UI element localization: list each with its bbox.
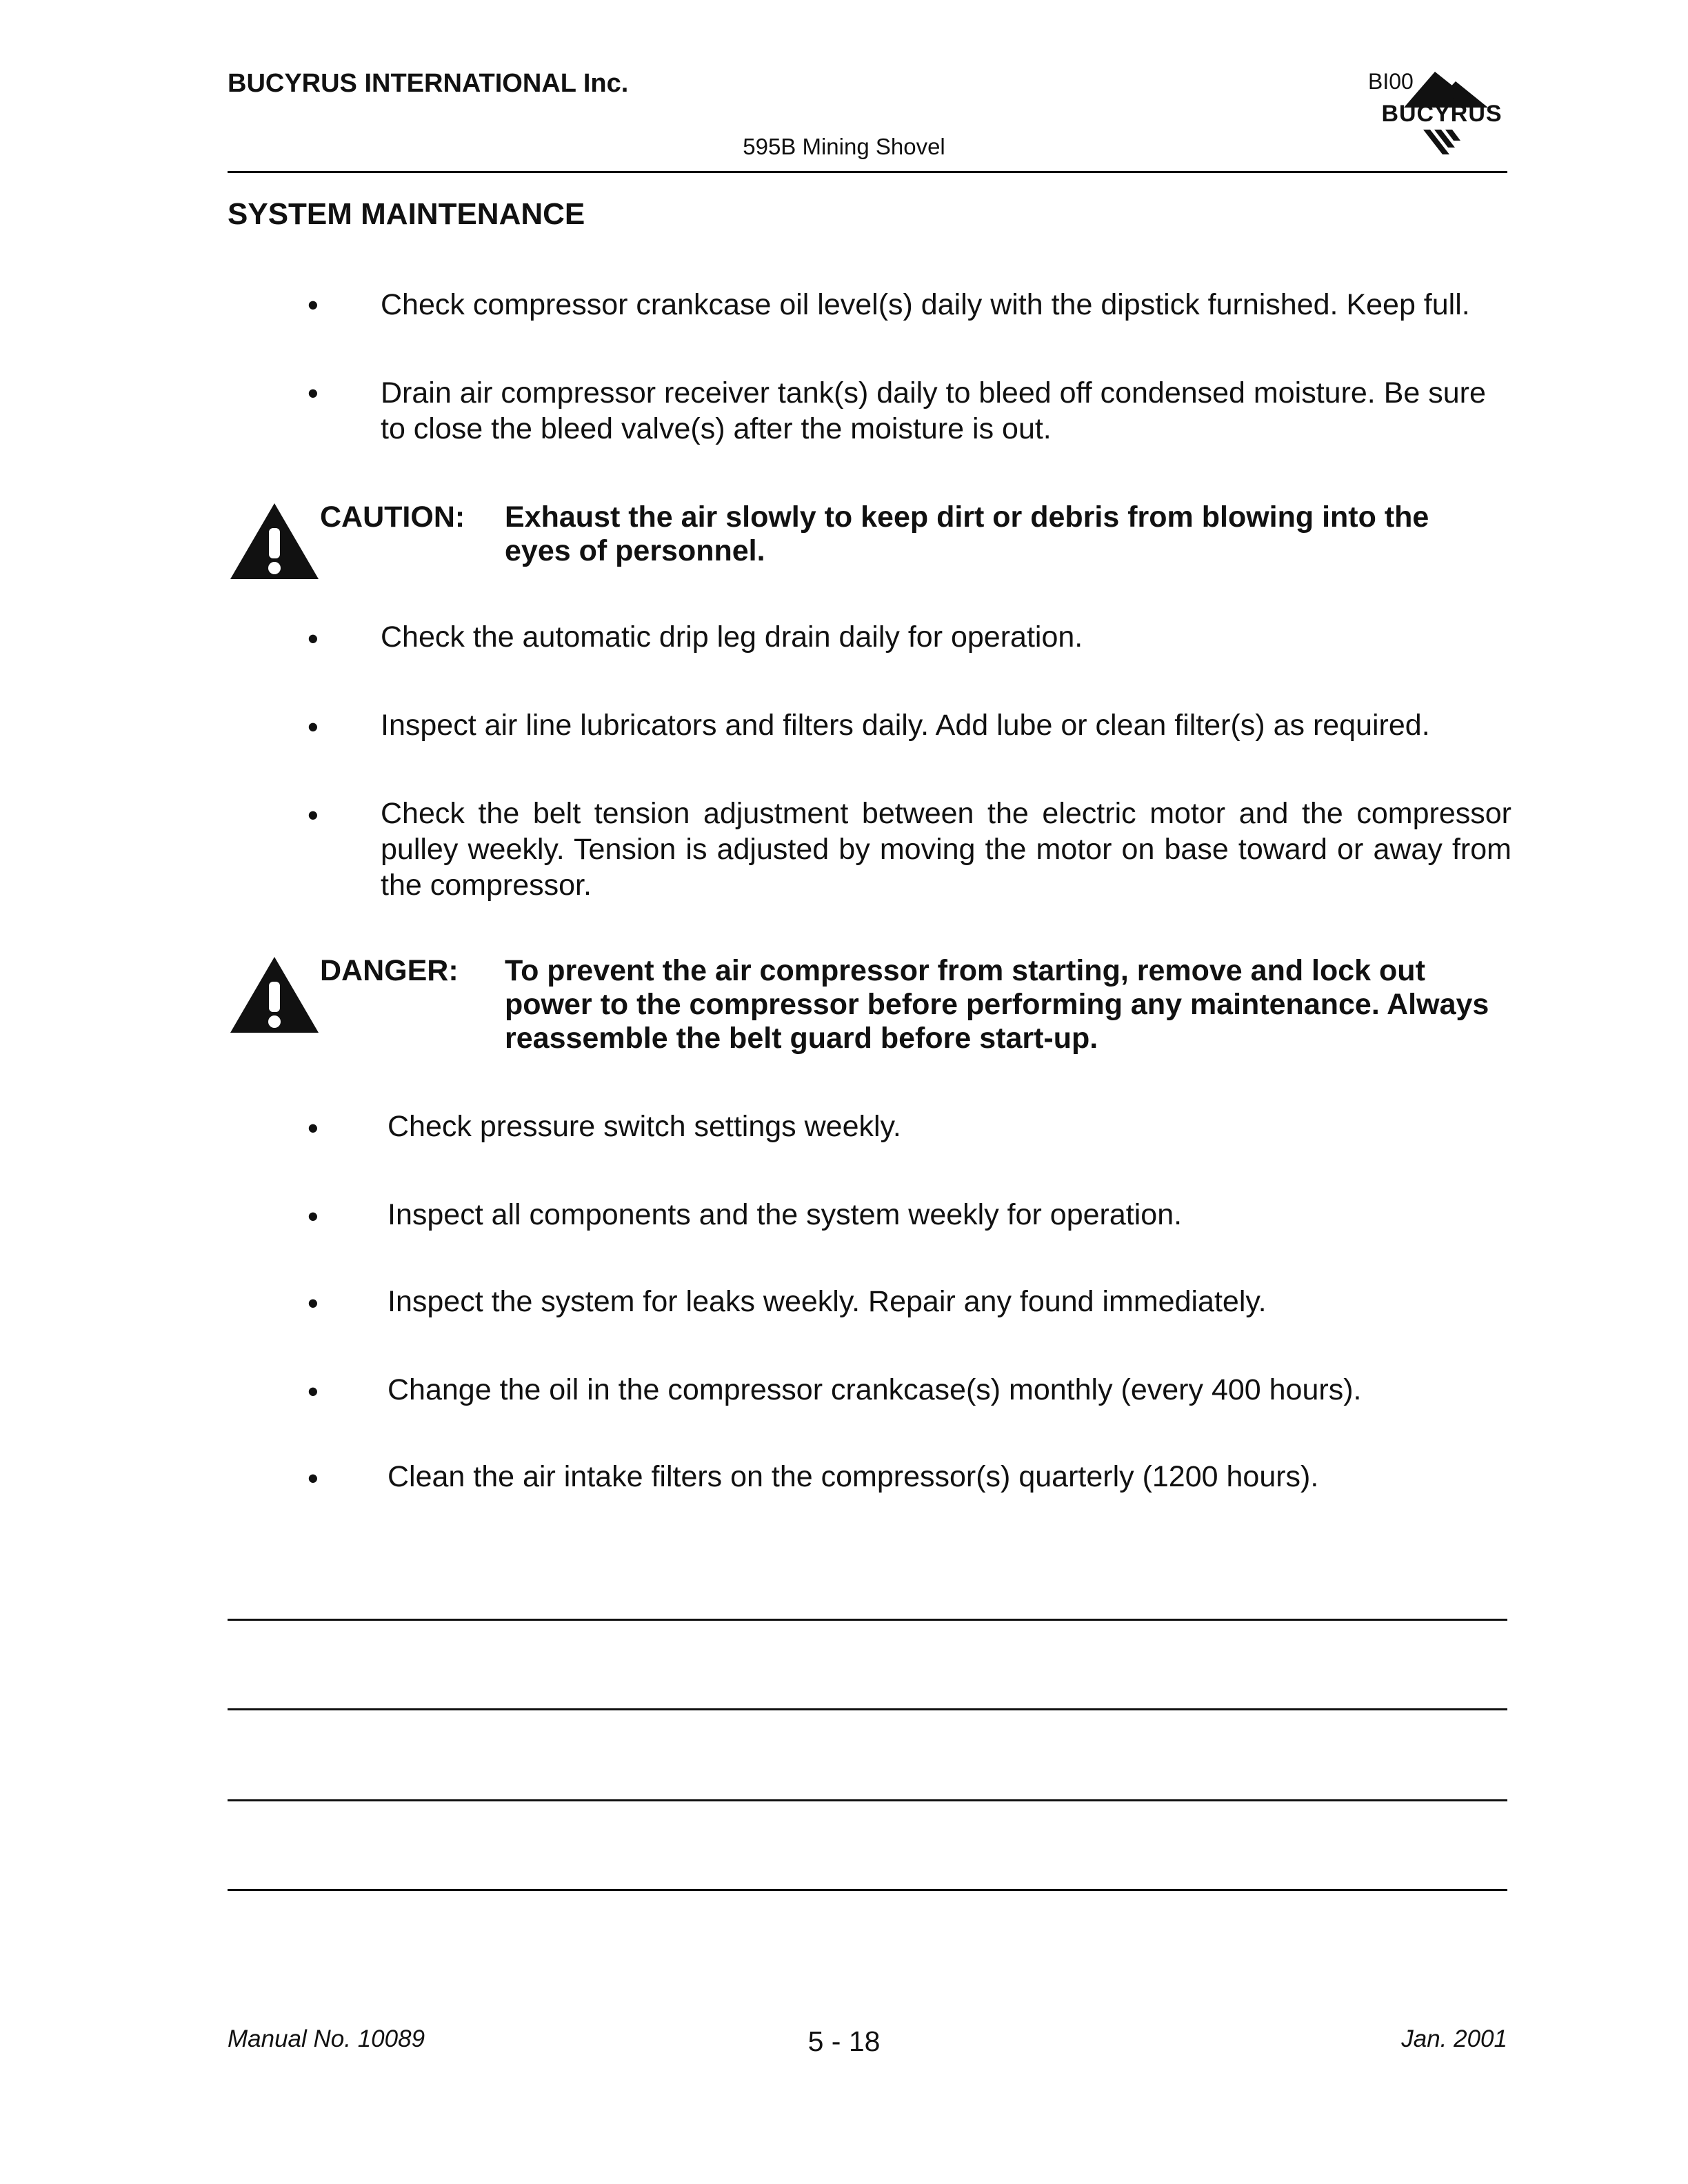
danger-text: To prevent the air compressor from starting, remove and lock out power to the compressor before performing any maintenance. Always reassemble the belt guard before start-up. (505, 954, 1489, 1055)
bullet-icon: • (308, 1199, 319, 1234)
note-line (228, 1799, 1507, 1801)
warning-triangle-icon (228, 501, 321, 582)
list-item: Inspect air line lubricators and filters daily. Add lube or clean filter(s) as required. (381, 709, 1430, 742)
list-item: Check the automatic drip leg drain daily for operation. (381, 620, 1083, 654)
bullet-icon: • (308, 1286, 319, 1321)
document-subtitle: 595B Mining Shovel (743, 134, 945, 159)
list-item: Change the oil in the compressor crankcase(s) monthly (every 400 hours). (388, 1373, 1362, 1406)
bullet-icon: • (308, 1374, 319, 1409)
note-line (228, 1619, 1507, 1621)
section-title: SYSTEM MAINTENANCE (228, 197, 585, 231)
company-name: BUCYRUS INTERNATIONAL Inc. (228, 69, 629, 98)
bullet-icon: • (308, 1461, 319, 1496)
bullet-icon: • (308, 1111, 319, 1146)
list-item: Clean the air intake filters on the compressor(s) quarterly (1200 hours). (388, 1460, 1319, 1493)
bullet-icon: • (308, 798, 319, 833)
bullet-icon: • (308, 709, 319, 745)
note-line (228, 1708, 1507, 1710)
warning-triangle-icon (228, 954, 321, 1035)
list-item: Check pressure switch settings weekly. (388, 1110, 901, 1143)
publication-date: Jan. 2001 (1401, 2025, 1507, 2052)
list-item: Inspect all components and the system weekly for operation. (388, 1198, 1183, 1231)
header-rule (228, 171, 1507, 173)
page-number: 5 - 18 (807, 2025, 881, 2057)
list-item: Check compressor crankcase oil level(s) daily with the dipstick furnished. Keep full. (381, 288, 1470, 321)
bullet-icon: • (308, 287, 319, 323)
bullet-icon: • (308, 621, 319, 656)
danger-label: DANGER: (320, 954, 459, 987)
list-item: Drain air compressor receiver tank(s) daily to bleed off condensed moisture. Be sure to close the bleed valve(s) after the moisture is out. (381, 376, 1486, 445)
list-item: Check the belt tension adjustment between the electric motor and the compressor pulley weekly. Tension is adjusted by moving the motor on base toward or away from the compressor. (381, 797, 1511, 902)
logo-text: BUCYRUS (1381, 101, 1503, 127)
caution-label: CAUTION: (320, 501, 465, 534)
document-code: BI00 (1368, 69, 1414, 94)
list-item: Inspect the system for leaks weekly. Repair any found immediately. (388, 1285, 1267, 1318)
note-line (228, 1889, 1507, 1891)
caution-text: Exhaust the air slowly to keep dirt or debris from blowing into the eyes of personnel. (505, 501, 1429, 567)
manual-number: Manual No. 10089 (228, 2025, 425, 2052)
bullet-icon: • (308, 376, 319, 411)
